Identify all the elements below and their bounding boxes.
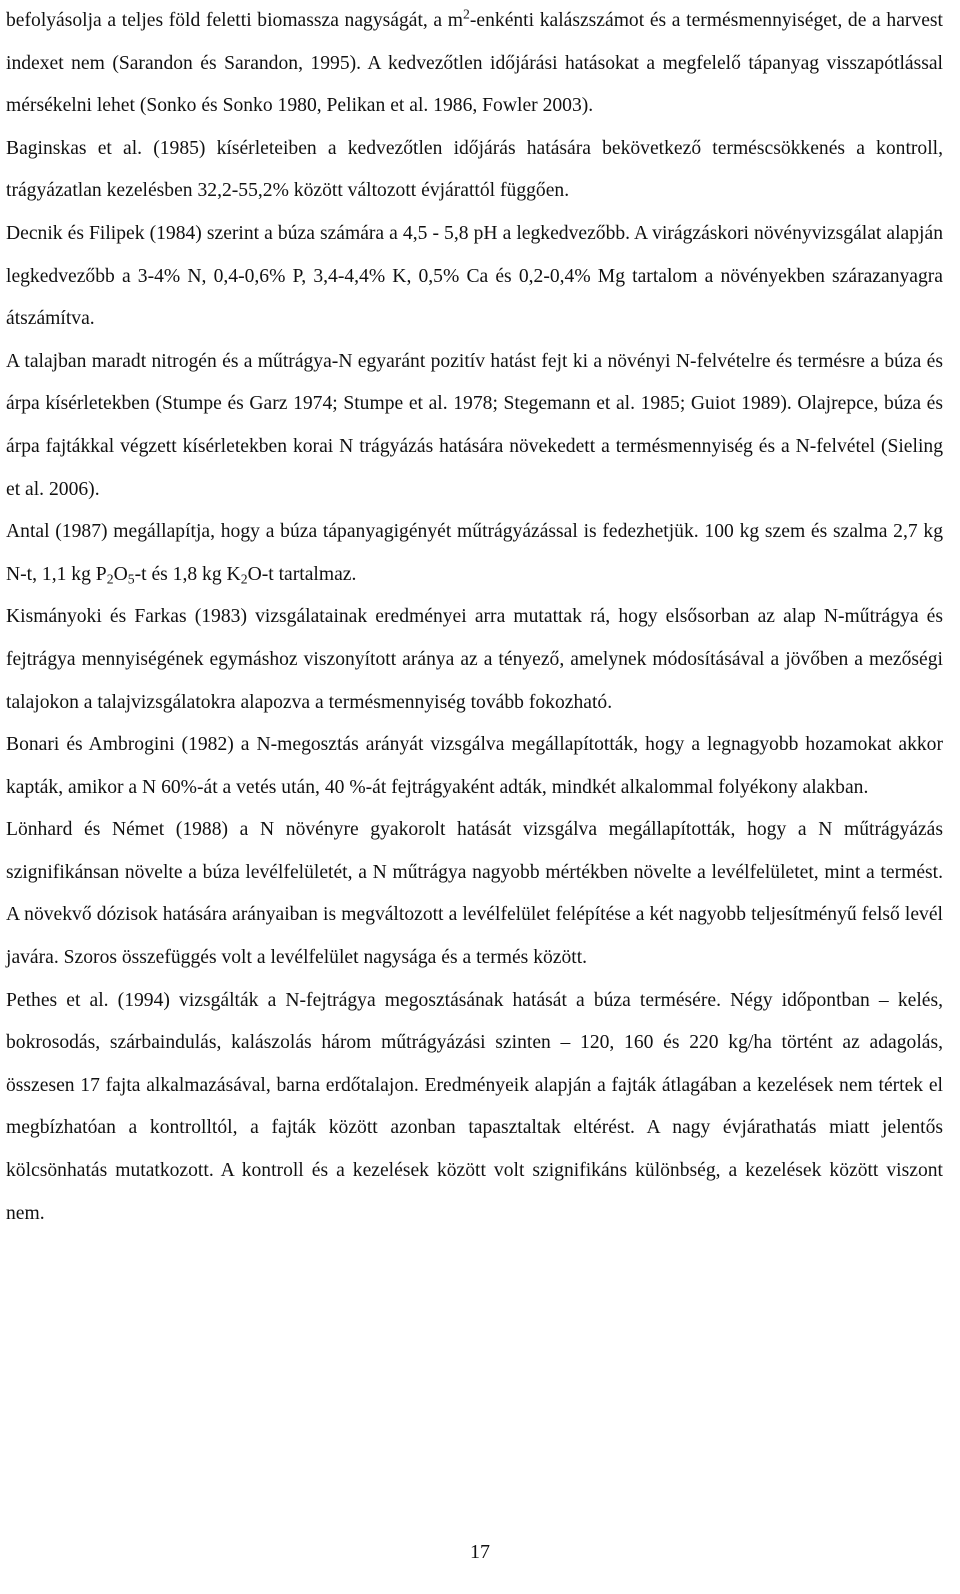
paragraph-pethes: Pethes et al. (1994) vizsgálták a N-fejtrágya megosztásának hatását a búza termésére. Négy időpontban – kelés, bokrosodás, szárbaindulás, kalászolás három műtrágyázási szinten – 120, 160 és 220 kg/ha történt az adagolás, összesen 17 fajta alkalmazásával, barna erdőtalajon. Eredményeik alapján a fajták átlagában a kezelések nem tértek el megbízhatóan a kontrolltól, a fajták között azonban tapasztaltak eltérést. A nagy évjárathatás miatt jelentős kölcsönhatás mutatkozott. A kontroll és a kezelések között volt szignifikáns különbség, a kezelések között viszont nem. xyxy=(6,989,943,1224)
subscript: 2 xyxy=(240,571,248,587)
page-number: 17 xyxy=(470,1541,490,1563)
paragraph-bonari: Bonari és Ambrogini (1982) a N-megosztás arányát vizsgálva megállapították, hogy a legnagyobb hozamokat akkor kapták, amikor a N 60%-át a vetés után, 40 %-át fejtrágyaként adták, mindkét alkalommal folyékony alakban. xyxy=(6,734,943,798)
document-body xyxy=(6,0,943,1235)
subscript: 5 xyxy=(127,571,135,587)
paragraph-lonhard: Lönhard és Német (1988) a N növényre gyakorolt hatását vizsgálva megállapították, hogy a N műtrágyázás szignifikánsan növelte a búza levélfelületét, a N műtrágya nagyobb mértékben növelte a levélfelületet, mint a termést. A növekvő dózisok hatására arányaiban is megváltozott a levélfelület felépítése a két nagyobb teljesítményű felső levél javára. Szoros összefüggés volt a levélfelület nagysága és a termés között. xyxy=(6,819,943,969)
paragraph-antal: Antal (1987) megállapítja, hogy a búza tápanyagigényét műtrágyázással is fedezhetjük. 100 kg szem és szalma 2,7 kg N-t, 1,1 kg P2O5-t és 1,8 kg K2O-t tartalmaz. xyxy=(6,521,943,587)
paragraph-intro: befolyásolja a teljes föld feletti biomassza nagyságát, a $m^2$-enkénti kalászszámot és a termésmennyiséget, de a harvest indexet nem (Sarandon és Sarandon, 1995). A kedvezőtlen időjárási hatásokat a megfelelő tápanyag visszapótlással mérsékelni lehet (Sonko és Sonko 1980, Pelikan et al. 1986, Fowler 2003). xyxy=(6,6,943,117)
paragraph-kismanyoki: Kismányoki és Farkas (1983) vizsgálatainak eredményei arra mutattak rá, hogy elsősorban az alap N-műtrágya és fejtrágya mennyiségének egymáshoz viszonyított aránya az a tényező, amelynek módosításával a jövőben a mezőségi talajokon a talajvizsgálatokra alapozva a termésmennyiség tovább fokozható. xyxy=(6,606,943,713)
superscript: 2 xyxy=(463,6,470,22)
paragraph-talajban: A talajban maradt nitrogén és a műtrágya-N egyaránt pozitív hatást fejt ki a növényi N-felvételre és termésre a búza és árpa kísérletekben (Stumpe és Garz 1974; Stumpe et al. 1978; Stegemann et al. 1985; Guiot 1989). Olajrepce, búza és árpa fajtákkal végzett kísérletekben korai N trágyázás hatására növekedett a termésmennyiség és a N-felvétel (Sieling et al. 2006). xyxy=(6,350,943,500)
paragraph-baginskas: Baginskas et al. (1985) kísérleteiben a kedvezőtlen időjárás hatására bekövetkező terméscsökkenés a kontroll, trágyázatlan kezelésben 32,2-55,2% között változott évjárattól függően. xyxy=(6,137,943,202)
paragraph-decnik: Decnik és Filipek (1984) szerint a búza számára a 4,5 - 5,8 pH a legkedvezőbb. A virágzáskori növényvizsgálat alapján legkedvezőbb a 3-4% N, 0,4-0,6% P, 3,4-4,4% K, 0,5% Ca és 0,2-0,4% Mg tartalom a növényekben szárazanyagra átszámítva. xyxy=(6,222,943,330)
subscript: 2 xyxy=(106,571,114,587)
